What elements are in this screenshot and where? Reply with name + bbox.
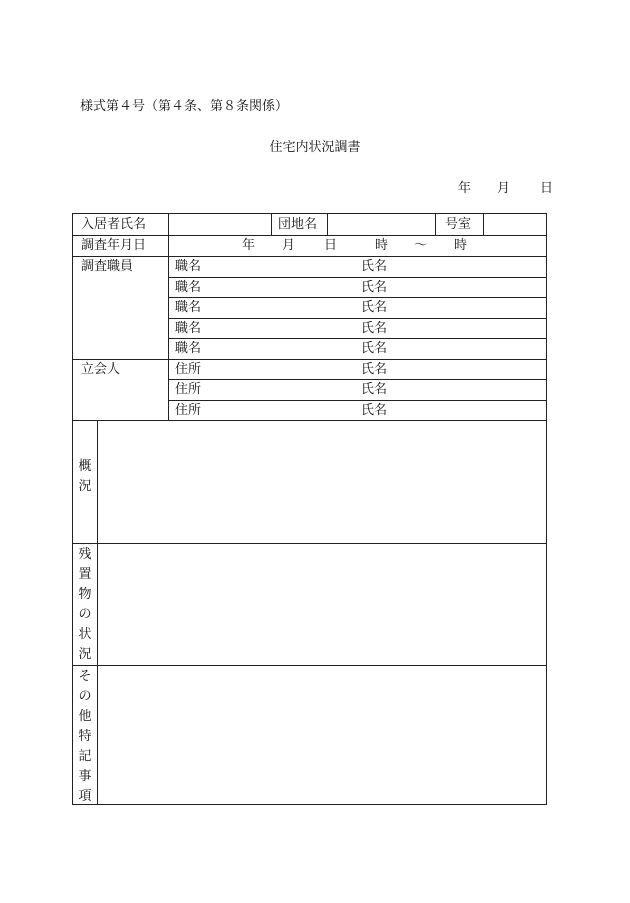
complex-label: 団地名 [278, 217, 318, 232]
overview-label: 概 況 [78, 459, 92, 494]
survey-date-label: 調査年月日 [81, 238, 147, 253]
survey-year: 年 [242, 238, 256, 253]
date-day: 日 [540, 181, 554, 196]
staff-title: 職名 [175, 321, 202, 336]
resident-name-label: 入居者氏名 [81, 217, 147, 232]
staff-title: 職名 [175, 341, 202, 356]
survey-table [72, 213, 547, 805]
staff-name: 氏名 [361, 280, 388, 295]
witness-address: 住所 [175, 403, 202, 418]
room-label: 号室 [445, 217, 472, 232]
survey-hour-end: 時 [454, 238, 468, 253]
witness-name: 氏名 [361, 403, 388, 418]
survey-hour-start: 時 [375, 238, 389, 253]
staff-title: 職名 [175, 259, 202, 274]
staff-label: 調査職員 [81, 259, 134, 274]
staff-title: 職名 [175, 300, 202, 315]
page-title: 住宅内状況調書 [269, 140, 361, 155]
witness-label: 立会人 [81, 362, 121, 377]
form-number: 様式第４号（第４条、第８条関係） [80, 99, 289, 114]
date-year: 年 [458, 181, 472, 196]
staff-name: 氏名 [361, 341, 388, 356]
survey-month: 月 [282, 238, 296, 253]
date-month: 月 [497, 181, 511, 196]
witness-name: 氏名 [361, 382, 388, 397]
staff-name: 氏名 [361, 321, 388, 336]
witness-address: 住所 [175, 362, 202, 377]
witness-name: 氏名 [361, 362, 388, 377]
remaining-items-label: 残 置 物 の 状 況 [78, 547, 92, 662]
staff-name: 氏名 [361, 259, 388, 274]
staff-name: 氏名 [361, 300, 388, 315]
witness-address: 住所 [175, 382, 202, 397]
other-notes-label: そ の 他 特 記 事 項 [78, 669, 92, 804]
staff-title: 職名 [175, 280, 202, 295]
survey-day: 日 [324, 238, 338, 253]
survey-range: 〜 [414, 238, 428, 253]
